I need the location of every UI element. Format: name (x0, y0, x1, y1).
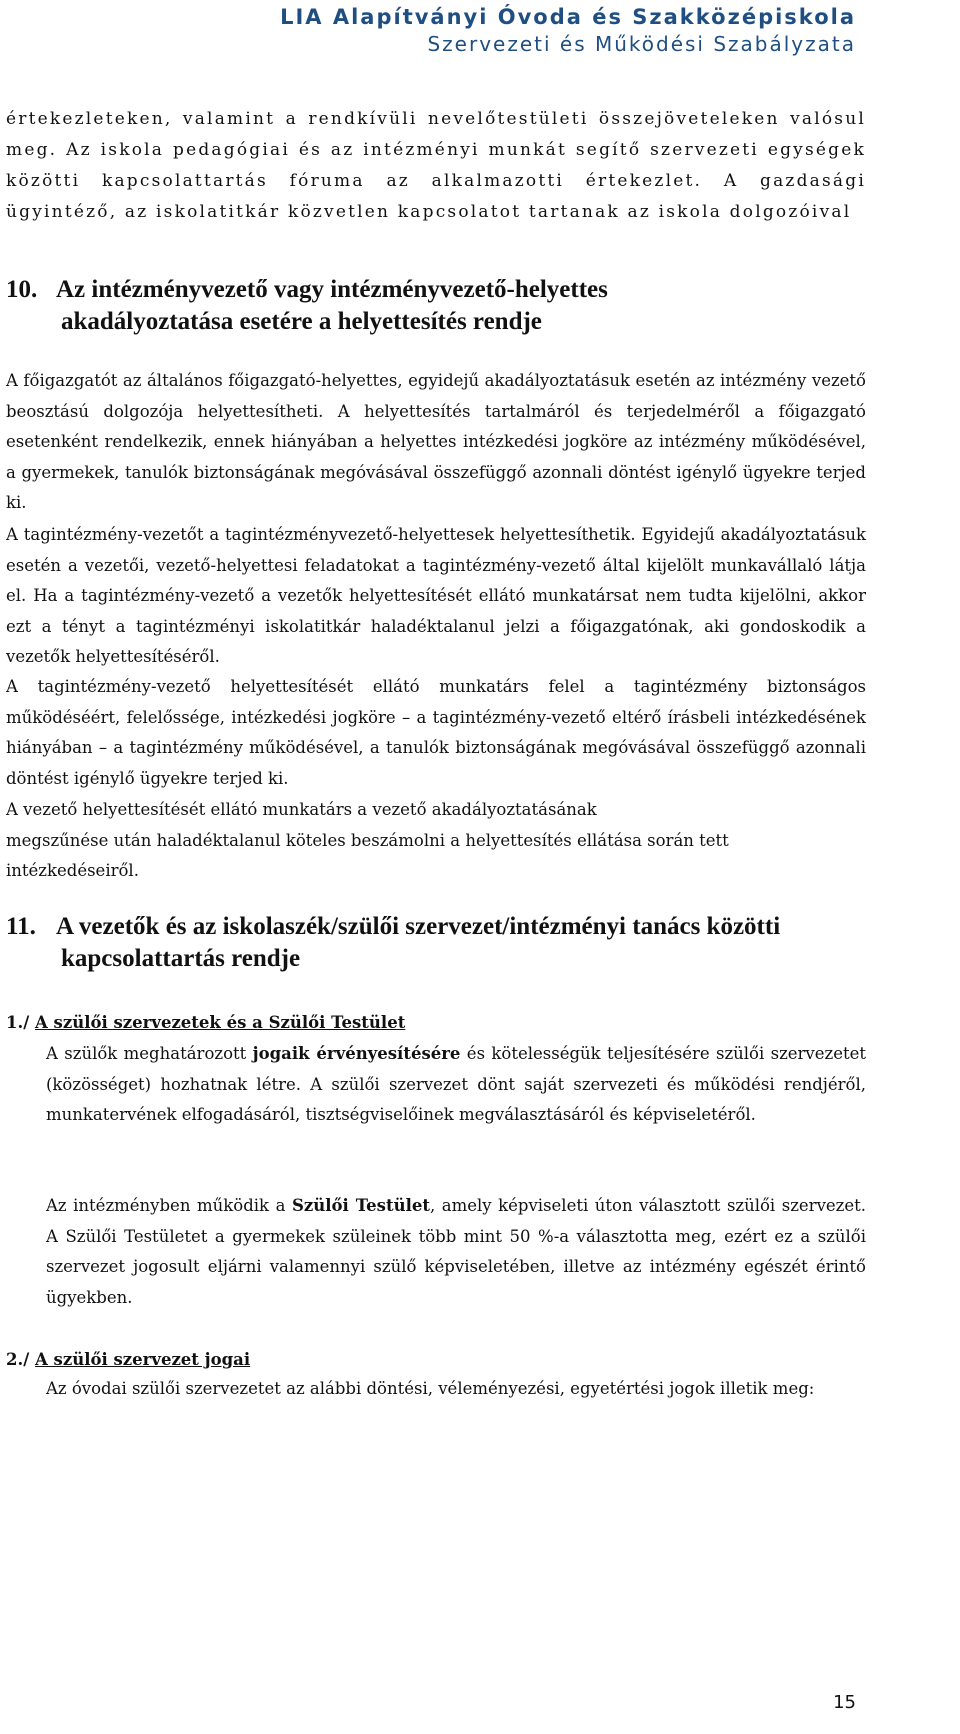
section-10-title-line1: Az intézményvezető vagy intézményvezető-helyettes (56, 276, 608, 303)
subsection-1-title: A szülői szervezetek és a Szülői Testület (35, 1013, 406, 1032)
page-header (280, 4, 856, 58)
subsection-1-paragraph-2 (46, 1191, 866, 1313)
subsection-1-paragraph-2-bold: Szülői Testület (291, 1196, 430, 1215)
section-11-title-line1: A vezetők és az iskolaszék/szülői szervezet/intézményi tanács közötti (56, 913, 781, 940)
section-10-paragraph-4-line1: A vezető helyettesítését ellátó munkatárs a vezető akadályoztatásának (6, 800, 597, 819)
subsection-1-number: 1./ (6, 1013, 30, 1032)
section-10-paragraph-4-line2: megszűnése után haladéktalanul köteles beszámolni a helyettesítés ellátása során tett (6, 830, 729, 850)
subsection-2-heading (6, 1345, 250, 1375)
page-number: 15 (833, 1692, 856, 1713)
subsection-1-paragraph-1-bold: jogaik érvényesítésére (252, 1044, 461, 1063)
section-11-heading (6, 911, 780, 975)
section-10-heading (6, 274, 608, 338)
subsection-1-paragraph-2-start: Az intézményben működik a (46, 1196, 292, 1215)
subsection-2-paragraph-1: Az óvodai szülői szervezetet az alábbi döntési, véleményezési, egyetértési jogok illetik meg: (46, 1379, 815, 1398)
section-10-paragraph-3: A tagintézmény-vezető helyettesítését ellátó munkatárs felel a tagintézmény biztonságos működéséért, felelőssége, intézkedési jogköre – a tagintézmény-vezető eltérő írásbeli intézkedésének hiányában – a tagintézmény működésével, a tanulók biztonságának megóvásával összefüggő azonnali döntést igénylő ügyekre terjed ki. (6, 677, 866, 788)
subsection-1-heading (6, 1008, 405, 1038)
section-10-paragraph-4-line3: intézkedéseiről. (6, 861, 139, 880)
section-11-number: 11. (6, 913, 36, 940)
header-school-name: LIA Alapítványi Óvoda és Szakközépiskola (280, 5, 856, 29)
subsection-1-paragraph-1-start: A szülők meghatározott (46, 1044, 253, 1063)
intro-paragraph: értekezleteken, valamint a rendkívüli nevelőtestületi összejöveteleken valósul meg. Az iskola pedagógiai és az intézményi munkát segítő szervezeti egységek közötti kapcsolattartás fóruma az alkalmazotti értekezlet. A gazdasági ügyintéző, az iskolatitkár közvetlen kapcsolatot tartanak az iskola dolgozóival (6, 109, 866, 222)
section-10-paragraph-2: A tagintézmény-vezetőt a tagintézményvezető-helyettesek helyettesíthetik. Egyidejű akadályoztatásuk esetén a vezetői, vezető-helyettesi feladatokat a tagintézmény-vezető által kijelölt munkavállaló látja el. Ha a tagintézmény-vezető a vezetők helyettesítését ellátó munkatársat nem tudta kijelölni, akkor ezt a tényt a tagintézményi iskolatitkár haladéktalanul jelzi a főigazgatónak, aki gondoskodik a vezetők helyettesítéséről. (6, 525, 866, 666)
subsection-1-paragraph-1-end: és kötelességük teljesítésére szülői szervezetet (közösséget) hozhatnak létre. A szülői szervezet dönt saját szervezeti és működési rendjéről, munkatervének elfogadásáról, tisztségviselőinek megválasztásáról és képviseletéről. (46, 1044, 867, 1124)
section-10-paragraph-4 (6, 795, 866, 887)
subsection-2-title: A szülői szervezet jogai (35, 1350, 251, 1369)
subsection-2-number: 2./ (6, 1350, 30, 1369)
section-11-title-line2: kapcsolattartás rendje (61, 945, 301, 972)
section-10-number: 10. (6, 276, 38, 303)
section-10-title-line2: akadályoztatása esetére a helyettesítés rendje (61, 308, 542, 335)
header-document-title: Szervezeti és Működési Szabályzata (427, 32, 856, 56)
section-10-paragraph-1: A főigazgatót az általános főigazgató-helyettes, egyidejű akadályoztatásuk esetén az intézmény vezető beosztású dolgozója helyettesítheti. A helyettesítés tartalmáról és terjedelméről a főigazgató esetenként rendelkezik, ennek hiányában a helyettes intézkedési jogköre az intézmény működésével, a gyermekek, tanulók biztonságának megóvásával összefüggő azonnali döntést igénylő ügyekre terjed ki. (6, 371, 866, 512)
subsection-1-paragraph-2-end: , amely képviseleti úton választott szülői szervezet. A Szülői Testületet a gyermekek szüleinek több mint 50 %-a választotta meg, ezért ez a szülői szervezet jogosult eljárni valamennyi szülő képviseletében, illetve az intézmény egészét érintő ügyekben. (46, 1196, 866, 1307)
subsection-1-paragraph-1 (46, 1039, 866, 1131)
